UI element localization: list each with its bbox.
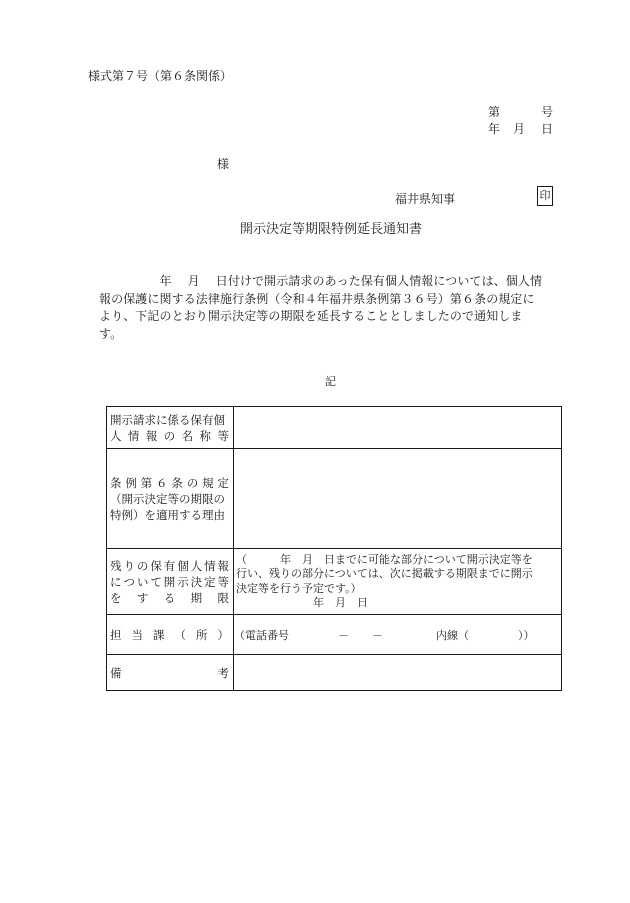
department-field[interactable] bbox=[234, 615, 562, 655]
label-text bbox=[107, 428, 233, 444]
extension-label: 内線（ bbox=[436, 628, 469, 642]
remarks-field[interactable] bbox=[234, 655, 562, 691]
justified-text: 条 例 第 ６ 条 の 規 定 bbox=[110, 475, 229, 490]
addressee-suffix: 様 bbox=[217, 157, 230, 171]
justified-text: 人 情 報 の 名 称 等 bbox=[110, 428, 229, 443]
justified-text: 担 当 課 （ 所 ） bbox=[110, 627, 229, 642]
date-year-label: 年 bbox=[488, 122, 501, 136]
label-text bbox=[107, 574, 233, 590]
table-row bbox=[107, 615, 562, 655]
label-text bbox=[107, 558, 233, 574]
record-table bbox=[106, 406, 562, 691]
deadline-line: 年 月 日 bbox=[236, 596, 368, 609]
tel-separator: － bbox=[372, 628, 383, 642]
deadline-text bbox=[234, 553, 561, 611]
body-line: 報の保護に関する法律施行条例（令和４年福井県条例第３６号）第６条の規定に bbox=[99, 291, 535, 306]
label-text bbox=[107, 590, 233, 606]
date-day-label: 日 bbox=[541, 122, 554, 136]
label-remarks bbox=[107, 655, 234, 691]
label-reason bbox=[107, 449, 234, 549]
justified-text: 残 り の 保 有 個 人 情 報 bbox=[110, 558, 229, 573]
table-row bbox=[107, 449, 562, 549]
justified-text: を す る 期 限 bbox=[110, 590, 229, 605]
justified-text: 備 考 bbox=[110, 665, 229, 680]
deadline-line: 行い、残りの部分については、次に掲載する期限までに開示 bbox=[236, 567, 533, 580]
table-row bbox=[107, 407, 562, 449]
body-paragraph bbox=[99, 273, 563, 343]
label-text: 特例）を適用する理由 bbox=[110, 507, 225, 522]
body-line: 年 月 日付けで開示請求のあった保有個人情報については、個人情 bbox=[99, 274, 543, 288]
deadline-line: （ 年 月 日までに可能な部分について開示決定等を bbox=[236, 552, 533, 566]
deadline-line: 決定等を行う予定です。） bbox=[236, 581, 362, 595]
tel-label: （電話番号 bbox=[234, 628, 289, 642]
table-row bbox=[107, 549, 562, 615]
label-text bbox=[107, 627, 233, 643]
info-name-field[interactable] bbox=[234, 407, 562, 449]
reason-field[interactable] bbox=[234, 449, 562, 549]
document-title: 開示決定等期限特例延長通知書 bbox=[240, 222, 423, 237]
label-info-name bbox=[107, 407, 234, 449]
label-department bbox=[107, 615, 234, 655]
label-text: 開示請求に係る保有個 bbox=[110, 412, 225, 427]
document-number-prefix: 第 bbox=[488, 105, 501, 119]
label-deadline bbox=[107, 549, 234, 615]
justified-text: に つ い て 開 示 決 定 等 bbox=[110, 574, 229, 589]
sender-name: 福井県知事 bbox=[395, 192, 456, 206]
extension-close: ）） bbox=[518, 628, 535, 642]
telephone-line bbox=[234, 627, 561, 643]
seal-stamp: 印 bbox=[537, 186, 553, 206]
date-month-label: 月 bbox=[513, 122, 526, 136]
body-line: す。 bbox=[99, 326, 123, 341]
label-text: （開示決定等の期限の bbox=[110, 491, 225, 506]
form-number: 様式第７号（第６条関係） bbox=[88, 69, 233, 83]
label-text bbox=[107, 475, 233, 491]
tel-separator: － bbox=[338, 628, 349, 642]
document-number-suffix: 号 bbox=[541, 105, 554, 119]
deadline-field[interactable] bbox=[234, 549, 562, 615]
body-line: より、下記のとおり開示決定等の期限を延長することとしましたので通知しま bbox=[99, 309, 523, 323]
table-row bbox=[107, 655, 562, 691]
label-text bbox=[107, 665, 233, 681]
ki-heading: 記 bbox=[325, 375, 336, 388]
